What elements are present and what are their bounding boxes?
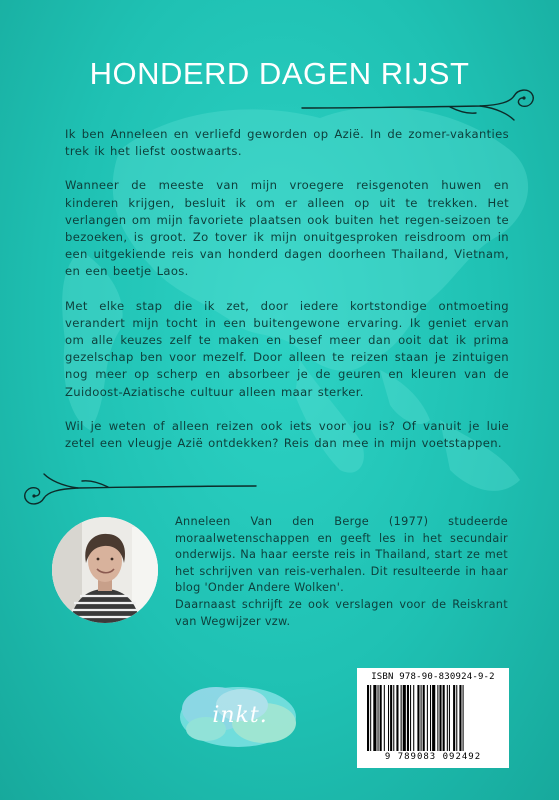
blurb-paragraph: Ik ben Anneleen en verliefd geworden op Azië. In de zomer-vakanties trek ik het liefst oostwaarts. [65, 127, 509, 159]
publisher-logo: inkt. [212, 703, 268, 728]
bio-paragraph: Anneleen Van den Berge (1977) studeerde moraalwetenschappen en geeft les in het secundair onderwijs. Na haar eerste reis in Thailand, start ze met het schrijven van reis-verhalen. Dit resulteerde in haar blog 'Onder Andere Wolken'. [175, 515, 508, 595]
author-portrait-icon [52, 517, 158, 623]
swirl-ornament-icon [300, 86, 540, 122]
bio-paragraph: Daarnaast schrijft ze ook verslagen voor de Reiskrant van Wegwijzer vzw. [175, 597, 508, 628]
blurb-text [65, 126, 509, 469]
barcode-icon [365, 685, 501, 751]
isbn-label: ISBN 978-90-830924-9-2 [371, 672, 495, 682]
blurb-paragraph: Met elke stap die ik zet, door iedere kortstondige ontmoeting verandert mijn tocht in een buitengewone ervaring. Ik geniet ervan om alle keuzes zelf te maken en besef meer dan ooit dat ik prima gezelschap ben voor mezelf. Door alleen te reizen staan je zintuigen nog meer op scherp en absorbeer je de geuren en kleuren van de Zuidoost-Aziatische cultuur alleen maar sterker. [65, 298, 509, 399]
isbn-barcode [357, 668, 509, 768]
barcode-digits: 9 789083 092492 [384, 752, 482, 762]
swirl-ornament-icon [18, 470, 258, 510]
book-title: HONDERD DAGEN RIJST [89, 56, 470, 91]
blurb-paragraph: Wil je weten of alleen reizen ook iets voor jou is? Of vanuit je luie zetel een vleugje Azië ontdekken? Reis dan mee in mijn voetstappen. [65, 418, 509, 451]
author-bio [175, 514, 508, 630]
author-photo [52, 517, 158, 623]
blurb-paragraph: Wanneer de meeste van mijn vroegere reisgenoten huwen en kinderen krijgen, besluit ik om er alleen op uit te trekken. Het verlangen om mijn favoriete plaatsen ook buiten het regen-seizoen te bezoeken, is groot. Zo tover ik mijn onuitgesproken reisdroom om in een uitgekiende reis van honderd dagen doorheen Thailand, Vietnam, en een beetje Laos. [65, 178, 509, 279]
